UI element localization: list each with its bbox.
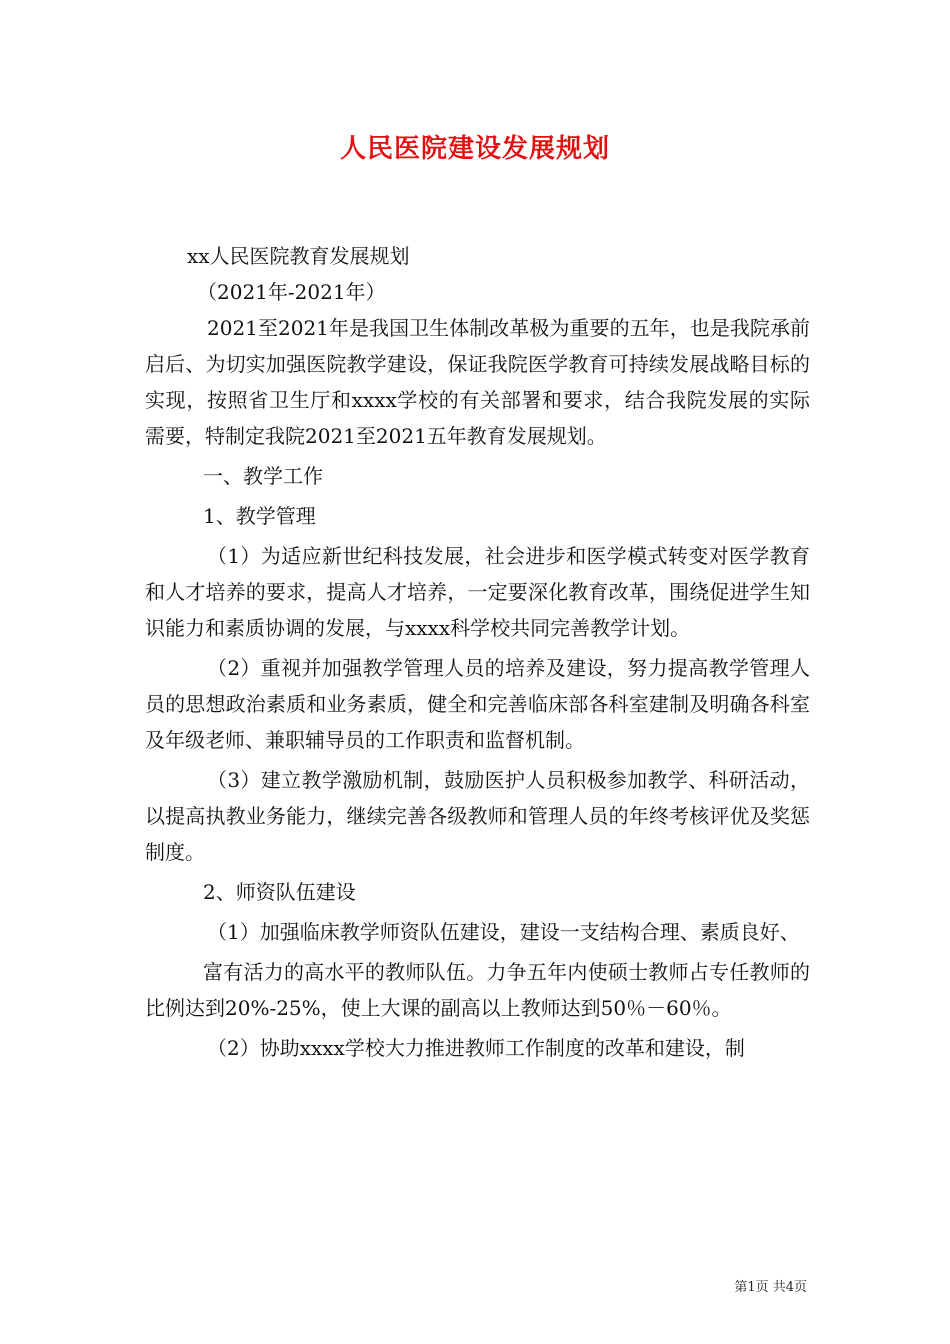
subsection-heading: 2、师资队伍建设: [203, 880, 356, 904]
paragraph-item: （1）加强临床教学师资队伍建设，建设一支结构合理、素质良好、: [207, 920, 800, 944]
subsection-heading: 1、教学管理: [203, 504, 316, 528]
section-heading: 一、教学工作: [203, 464, 323, 488]
paragraph-item: （2）协助xxxx学校大力推进教师工作制度的改革和建设，制: [207, 1036, 745, 1060]
intro-paragraph: 2021至2021年是我国卫生体制改革极为重要的五年，也是我院承前启后、为切实加强医院教学建设，保证我院医学教育可持续发展战略目标的实现，按照省卫生厅和xxxx学校的有关部署和要求，结合我院发展的实际需要，特制定我院2021至2021五年教育发展规划。: [145, 316, 810, 448]
subtitle: xx人民医院教育发展规划: [187, 244, 410, 268]
page-footer: 第1页 共4页: [734, 1280, 807, 1295]
paragraph-item: （3）建立教学激励机制，鼓励医护人员积极参加教学、科研活动，以提高执教业务能力，继续完善各级教师和管理人员的年终考核评优及奖惩制度。: [145, 768, 810, 864]
document-body: [145, 238, 810, 1066]
document-title: 人民医院建设发展规划: [339, 134, 610, 164]
paragraph-item: （2）重视并加强教学管理人员的培养及建设，努力提高教学管理人员的思想政治素质和业务素质，健全和完善临床部各科室建制及明确各科室及年级老师、兼职辅导员的工作职责和监督机制。: [145, 656, 810, 752]
paragraph-item: （1）为适应新世纪科技发展，社会进步和医学模式转变对医学教育和人才培养的要求，提高人才培养，一定要深化教育改革，围绕促进学生知识能力和素质协调的发展，与xxxx科学校共同完善教学计划。: [145, 544, 810, 640]
paragraph-continuation: 富有活力的高水平的教师队伍。力争五年内使硕士教师占专任教师的比例达到20%-25%，使上大课的副高以上教师达到50％－60％。: [145, 960, 810, 1020]
date-range: （2021年-2021年）: [197, 280, 386, 304]
